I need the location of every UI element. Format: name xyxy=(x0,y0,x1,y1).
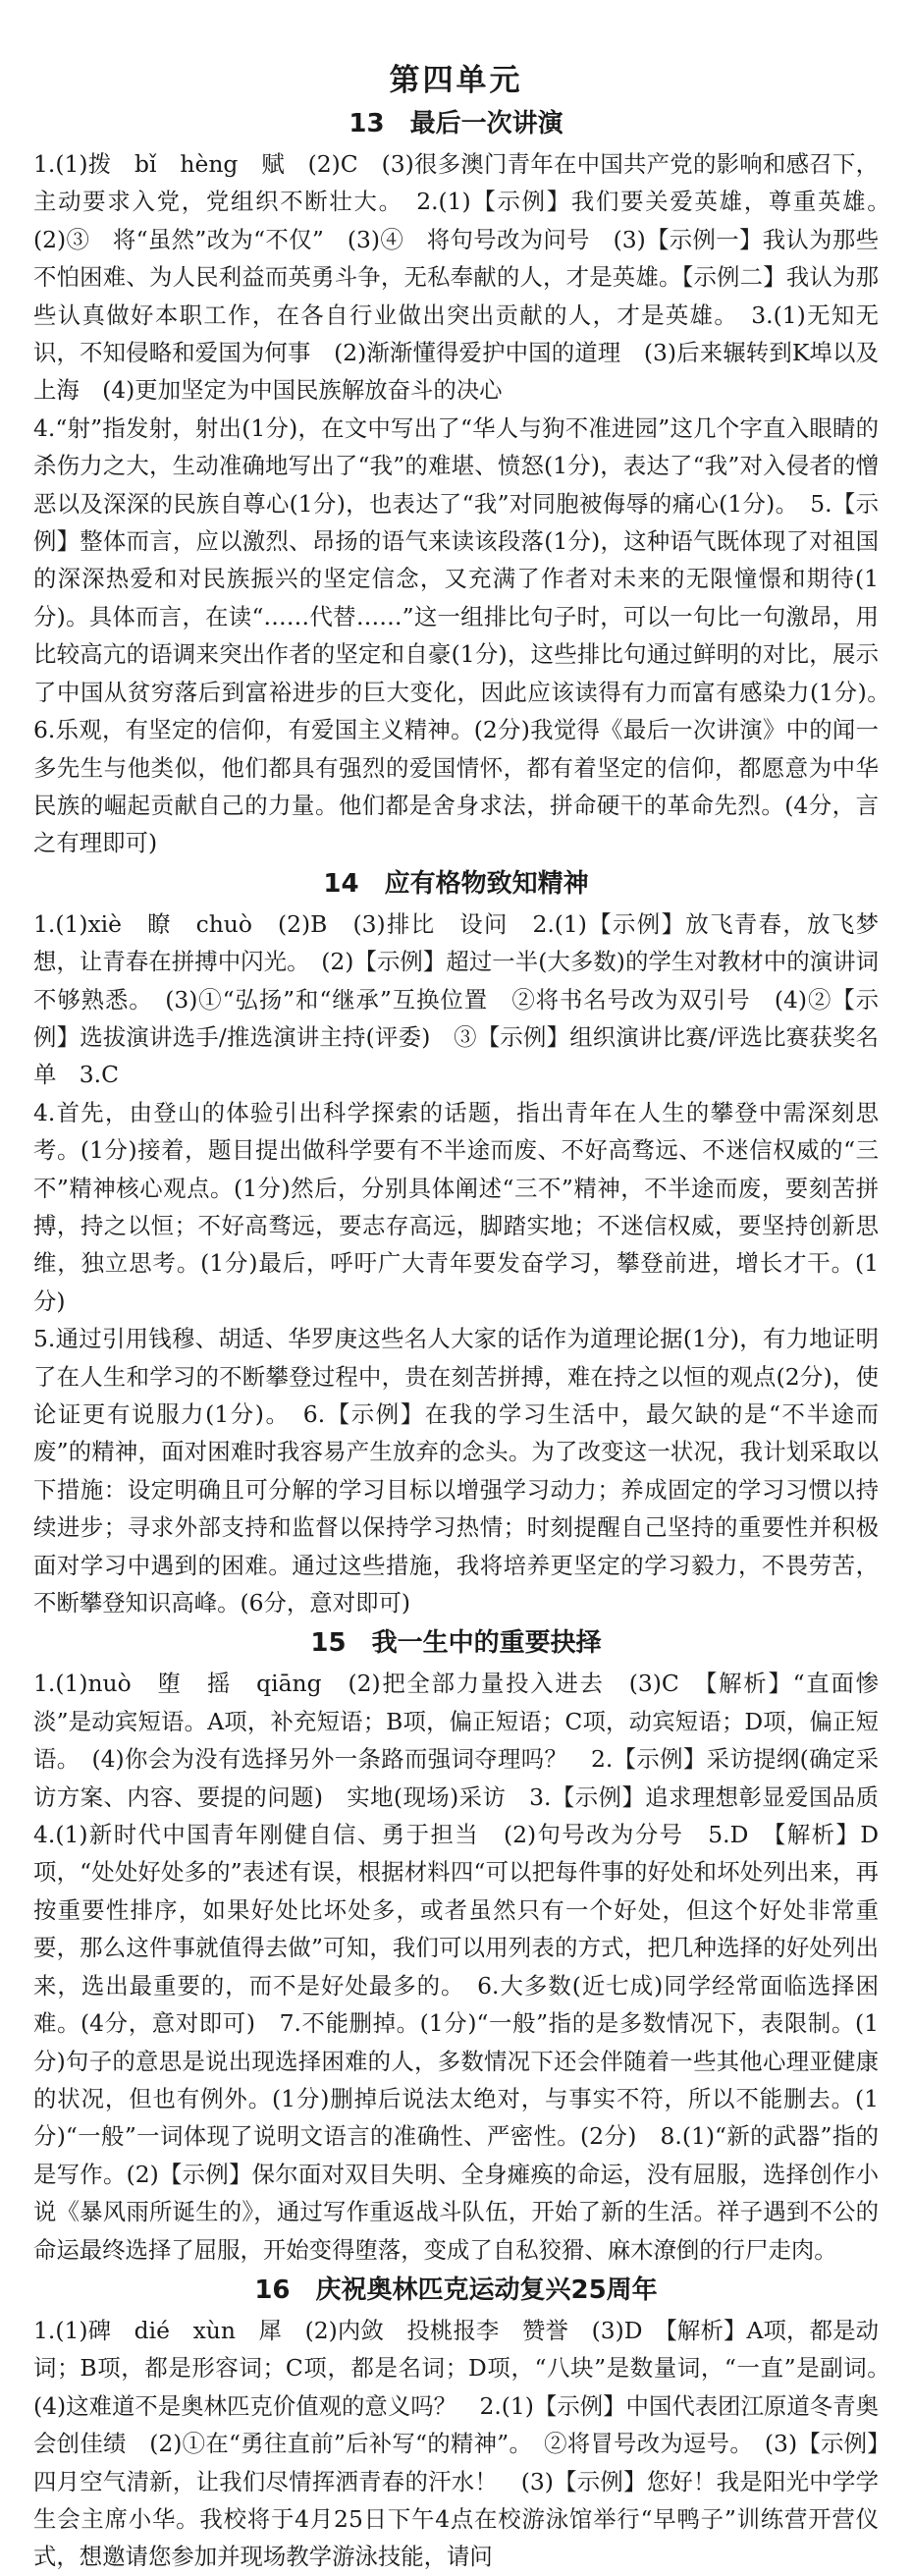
lesson-14-title xyxy=(33,862,879,905)
lesson-15-answers-1: 1.(1)nuò 堕 摇 qiāng (2)把全部力量投入进去 (3)C 【解析】“直面惨淡”是动宾短语。A项，补充短语；B项，偏正短语；C项，动宾短语；D项，偏正短语。 (4)你会为没有选择另外一条路而强词夺理吗？ 2.【示例】采访提纲(确定采访方案、内容、要提的问题) 实地(现场)采访 3.【示例】追求理想彰显爱国品质 4.(1)新时代中国青年刚健自信、勇于担当 (2)句号改为分号 5.D 【解析】D项，“处处好处多的”表述有误，根据材料四“可以把每件事的好处和坏处列出来，再按重要性排序，如果好处比坏处多，或者虽然只有一个好处，但这个好处非常重要，那么这件事就值得去做”可知，我们可以用列表的方式，把几种选择的好处列出来，选出最重要的，而不是好处最多的。 6.大多数(近七成)同学经常面临选择困难。(4分，意对即可) 7.不能删掉。(1分)“一般”指的是多数情况下，表限制。(1分)句子的意思是说出现选择困难的人，多数情况下还会伴随着一些其他心理亚健康的状况，但也有例外。(1分)删掉后说法太绝对，与事实不符，所以不能删去。(1分)“一般”一词体现了说明文语言的准确性、严密性。(2分) 8.(1)“新的武器”指的是写作。(2)【示例】保尔面对双目失明、全身瘫痪的命运，没有屈服，选择创作小说《暴风雨所诞生的》，通过写作重返战斗队伍，开始了新的生活。祥子遇到不公的命运最终选择了屈服，开始变得堕落，变成了自私狡猾、麻木潦倒的行尸走肉。 xyxy=(33,1670,902,2264)
lesson-15-name: 我一生中的重要抉择 xyxy=(371,1628,602,1659)
lesson-16-number: 16 xyxy=(254,2275,291,2305)
lesson-13-answers-1: 1.(1)拨 bǐ hèng 赋 (2)C (3)很多澳门青年在中国共产党的影响和感召下，主动要求入党，党组织不断壮大。 2.(1)【示例】我们要关爱英雄，尊重英雄。 (2)③ 将“虽然”改为“不仅” (3)④ 将句号改为问号 (3)【示例一】我认为那些不怕困难、为人民利益而英勇斗争，无私奉献的人，才是英雄。【示例二】我认为那些认真做好本职工作，在各自行业做出突出贡献的人，才是英雄。 3.(1)无知无识，不知侵略和爱国为何事 (2)渐渐懂得爱护中国的道理 (3)后来辗转到K埠以及上海 (4)更加坚定为中国民族解放奋斗的决心 xyxy=(33,150,902,405)
lesson-16-title xyxy=(33,2269,879,2312)
lesson-13-name: 最后一次讲演 xyxy=(409,109,563,138)
lesson-16-answers-1: 1.(1)碑 dié xùn 犀 (2)内敛 投桃报李 赞誉 (3)D 【解析】A项，都是动词；B项，都是形容词；C项，都是名词；D项，“八块”是数量词，“一直”是副词。 (4)这难道不是奥林匹克价值观的意义吗？ 2.(1)【示例】中国代表团江原道冬青奥会创佳绩 (2)①在“勇往直前”后补写“的精神”。 ②将冒号改为逗号。 (3)【示例】四月空气清新，让我们尽情挥洒青春的汗水！ (3)【示例】您好！我是阳光中学学生会主席小华。我校将于4月25日下午4点在校游泳馆举行“早鸭子”训练营开营仪式，想邀请您参加并现场教学游泳技能，请问 xyxy=(33,2316,902,2571)
lesson-13-section xyxy=(33,102,902,862)
lesson-16-name: 庆祝奥林匹克运动复兴25周年 xyxy=(315,2275,658,2305)
lesson-15-section xyxy=(33,1621,902,2269)
lesson-14-answers-3: 5.通过引用钱穆、胡适、华罗庚这些名人大家的话作为道理论据(1分)，有力地证明了在人生和学习的不断攀登过程中，贵在刻苦拼搏，难在持之以恒的观点(2分)，使论证更有说服力(1分)。 6.【示例】在我的学习生活中，最欠缺的是“不半途而废”的精神，面对困难时我容易产生放弃的念头。为了改变这一状况，我计划采取以下措施：设定明确且可分解的学习目标以增强学习动力；养成固定的学习习惯以持续进步；寻求外部支持和监督以保持学习热情；时刻提醒自己坚持的重要性并积极面对学习中遇到的困难。通过这些措施，我将培养更坚定的学习毅力，不畏劳苦，不断攀登知识高峰。(6分，意对即可) xyxy=(33,1325,879,1617)
lesson-13-number: 13 xyxy=(349,109,385,138)
unit-title: 第四单元 xyxy=(389,63,523,98)
lesson-13-answers-2: 4.“射”指发射，射出(1分)，在文中写出了“华人与狗不准进园”这几个字直入眼睛的杀伤力之大，生动准确地写出了“我”的难堪、愤怒(1分)，表达了“我”对入侵者的憎恶以及深深的民族自尊心(1分)，也表达了“我”对同胞被侮辱的痛心(1分)。 5.【示例】整体而言，应以激烈、昂扬的语气来读该段落(1分)，这种语气既体现了对祖国的深深热爱和对民族振兴的坚定信念，又充满了作者对未来的无限憧憬和期待(1分)。具体而言，在读“……代替……”这一组排比句子时，可以一句比一句激昂，用比较高亢的语调来突出作者的坚定和自豪(1分)，这些排比句通过鲜明的对比，展示了中国从贫穷落后到富裕进步的巨大变化，因此应该读得有力而富有感染力(1分)。 6.乐观，有坚定的信仰，有爱国主义精神。(2分)我觉得《最后一次讲演》中的闻一多先生与他类似，他们都具有强烈的爱国情怀，都有着坚定的信仰，都愿意为中华民族的崛起贡献自己的力量。他们都是舍身求法，拼命硬干的革命先烈。(4分，言之有理即可) xyxy=(33,413,902,857)
lesson-13-title xyxy=(33,102,879,145)
lesson-14-answers-1: 1.(1)xiè 瞭 chuò (2)B (3)排比 设问 2.(1)【示例】放飞青春，放飞梦想，让青春在拼搏中闪光。 (2)【示例】超过一半(大多数)的学生对教材中的演讲词不够熟悉。 (3)①“弘扬”和“继承”互换位置 ②将书名号改为双引号 (4)②【示例】选拔演讲选手/推选演讲主持(评委) ③【示例】组织演讲比赛/评选比赛获奖名单 3.C xyxy=(33,909,879,1089)
lesson-14-answers-2: 4.首先，由登山的体验引出科学探索的话题，指出青年在人生的攀登中需深刻思考。(1分)接着，题目提出做科学要有不半途而废、不好高骛远、不迷信权威的“三不”精神核心观点。(1分)然后，分别具体阐述“三不”精神，不半途而废，要刻苦拼搏，持之以恒；不好高骛远，要志存高远，脚踏实地；不迷信权威，要坚持创新思维，独立思考。(1分)最后，呼吁广大青年要发奋学习，攀登前进，增长才干。(1分) xyxy=(33,1098,879,1315)
lesson-15-number: 15 xyxy=(310,1628,347,1659)
lesson-16-section xyxy=(33,2269,902,2576)
lesson-14-name: 应有格物致知精神 xyxy=(384,868,589,899)
lesson-14-section xyxy=(33,862,879,1622)
lesson-15-title xyxy=(33,1621,879,1665)
lesson-14-number: 14 xyxy=(323,868,359,899)
